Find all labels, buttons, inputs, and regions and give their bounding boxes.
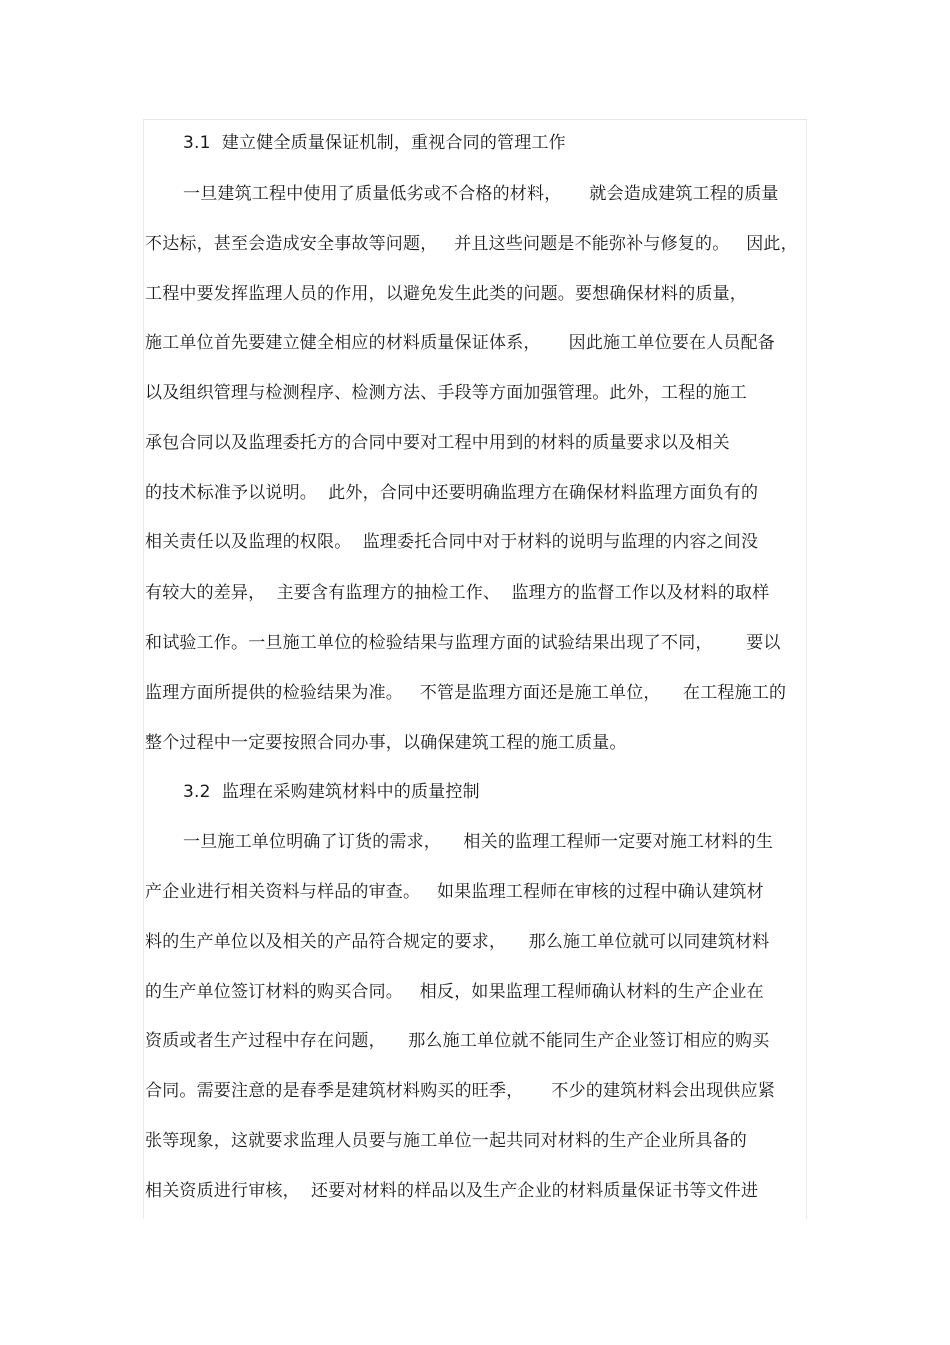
paragraph-line: 施工单位首先要建立健全相应的材料质量保证体系， 因此施工单位要在人员配备 xyxy=(145,333,776,353)
paragraph-line: 的技术标准予以说明。 此外，合同中还要明确监理方在确保材料监理方面负有的 xyxy=(145,483,759,503)
section-heading-3-2: 3.2 监理在采购建筑材料中的质量控制 xyxy=(183,782,480,802)
paragraph-line: 监理方面所提供的检验结果为准。 不管是监理方面还是施工单位， 在工程施工的 xyxy=(145,683,787,703)
paragraph-line: 以及组织管理与检测程序、检测方法、手段等方面加强管理。此外，工程的施工 xyxy=(145,383,747,403)
section-heading-3-1: 3.1 建立健全质量保证机制，重视合同的管理工作 xyxy=(183,133,566,153)
paragraph-line: 和试验工作。一旦施工单位的检验结果与监理方面的试验结果出现了不同， 要以 xyxy=(145,633,781,653)
paragraph-line: 张等现象，这就要求监理人员要与施工单位一起共同对材料的生产企业所具备的 xyxy=(145,1131,747,1151)
paragraph-line: 的生产单位签订材料的购买合同。 相反，如果监理工程师确认材料的生产企业在 xyxy=(145,982,764,1002)
paragraph-line: 不达标，甚至会造成安全事故等问题， 并且这些问题是不能弥补与修复的。 因此， xyxy=(145,234,798,254)
paragraph-line: 相关责任以及监理的权限。 监理委托合同中对于材料的说明与监理的内容之间没 xyxy=(145,532,759,552)
paragraph-line: 料的生产单位以及相关的产品符合规定的要求， 那么施工单位就可以同建筑材料 xyxy=(145,932,770,952)
paragraph-line: 承包合同以及监理委托方的合同中要对工程中用到的材料的质量要求以及相关 xyxy=(145,433,730,453)
paragraph-line: 资质或者生产过程中存在问题， 那么施工单位就不能同生产企业签订相应的购买 xyxy=(145,1031,770,1051)
paragraph-line: 相关资质进行审核， 还要对材料的样品以及生产企业的材料质量保证书等文件进 xyxy=(145,1181,759,1201)
paragraph-line: 工程中要发挥监理人员的作用，以避免发生此类的问题。要想确保材料的质量， xyxy=(145,284,747,304)
paragraph-first-line: 一旦建筑工程中使用了质量低劣或不合格的材料， 就会造成建筑工程的质量 xyxy=(183,184,779,204)
paragraph-line: 整个过程中一定要按照合同办事，以确保建筑工程的施工质量。 xyxy=(145,733,627,753)
paragraph-line: 产企业进行相关资料与样品的审查。 如果监理工程师在审核的过程中确认建筑材 xyxy=(145,882,764,902)
paragraph-line: 合同。需要注意的是春季是建筑材料购买的旺季， 不少的建筑材料会出现供应紧 xyxy=(145,1081,776,1101)
paragraph-line: 有较大的差异， 主要含有监理方的抽检工作、 监理方的监督工作以及材料的取样 xyxy=(145,583,770,603)
paragraph-first-line: 一旦施工单位明确了订货的需求， 相关的监理工程师一定要对施工材料的生 xyxy=(183,832,774,852)
